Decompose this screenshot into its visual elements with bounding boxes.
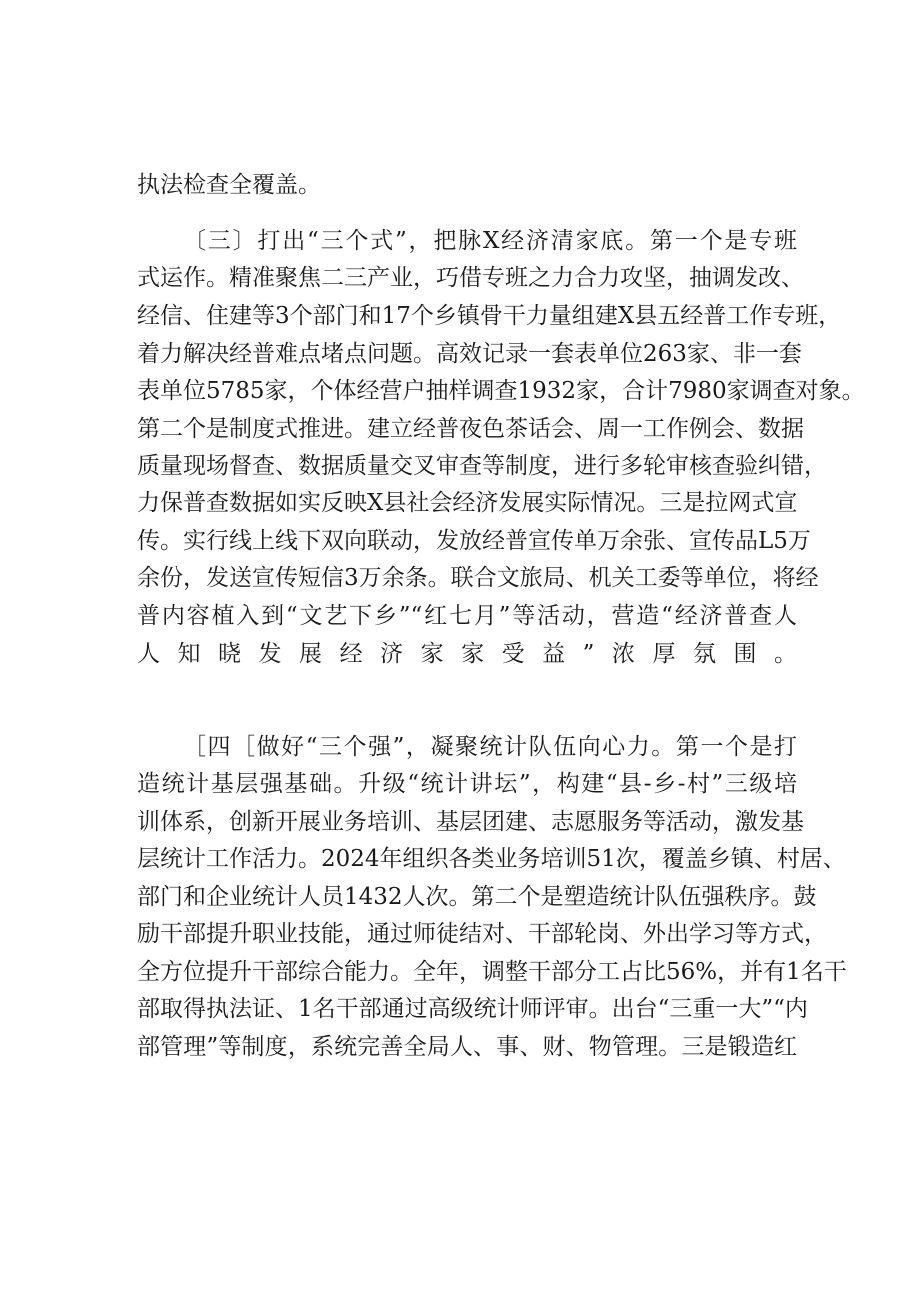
para3-line-3: 训体系，创新开展业务培训、基层团建、志愿服务等活动，激发基 — [137, 809, 804, 835]
para1-line-1: 执法检查全覆盖。 — [137, 172, 321, 198]
para2-line-4: 着力解决经普难点堵点问题。高效记录一套表单位263家、非一套 — [137, 341, 802, 367]
para3-line-6: 励干部提升职业技能，通过师徒结对、干部轮岗、外出学习等方式， — [137, 921, 827, 947]
para2-line-9: 传。实行线上线下双向联动，发放经普宣传单万余张、宣传品L5万 — [137, 528, 811, 554]
para2-line-5: 表单位5785家，个体经营户抽样调查1932家，合计7980家调查对象。 — [137, 378, 865, 404]
para2-line-12: 人知晓发展经济家家受益”浓厚氛围。 — [137, 641, 797, 667]
para2-line-2: 式运作。精准聚焦二三产业，巧借专班之力合力攻坚，抽调发改、 — [137, 265, 804, 291]
para3-line-5: 部门和企业统计人员1432人次。第二个是塑造统计队伍强秩序。鼓 — [137, 884, 817, 910]
para3-line-1: ［四［做好“三个强”，凝聚统计队伍向心力。第一个是打 — [183, 734, 797, 760]
para2-line-8: 力保普查数据如实反映X县社会经济发展实际情况。三是拉网式宣 — [137, 490, 798, 516]
para3-line-7: 全方位提升干部综合能力。全年，调整干部分工占比56%，并有1名干 — [137, 959, 847, 985]
para2-line-6: 第二个是制度式推进。建立经普夜色茶话会、周一工作例会、数据 — [137, 416, 804, 442]
para3-line-2: 造统计基层强基础。升级“统计讲坛”，构建“县-乡-村”三级培 — [137, 771, 797, 797]
para3-line-9: 部管理”等制度，系统完善全局人、事、财、物管理。三是锻造红 — [137, 1034, 797, 1060]
para2-line-11: 普内容植入到“文艺下乡”“红七月”等活动，营造“经济普查人 — [137, 603, 797, 629]
para2-line-3: 经信、住建等3个部门和17个乡镇骨干力量组建X县五经普工作专班， — [137, 303, 842, 329]
para2-line-1: 〔三〕打出“三个式”，把脉X经济清家底。第一个是专班 — [183, 228, 797, 254]
para3-line-4: 层统计工作活力。2024年组织各类业务培训51次，覆盖乡镇、村居、 — [137, 846, 846, 872]
para3-line-8: 部取得执法证、1名干部通过高级统计师评审。出台“三重一大”“内 — [137, 996, 808, 1022]
para2-line-7: 质量现场督查、数据质量交叉审查等制度，进行多轮审核查验纠错， — [137, 453, 827, 479]
para2-line-10: 余份，发送宣传短信3万余条。联合文旅局、机关工委等单位，将经 — [137, 565, 819, 591]
